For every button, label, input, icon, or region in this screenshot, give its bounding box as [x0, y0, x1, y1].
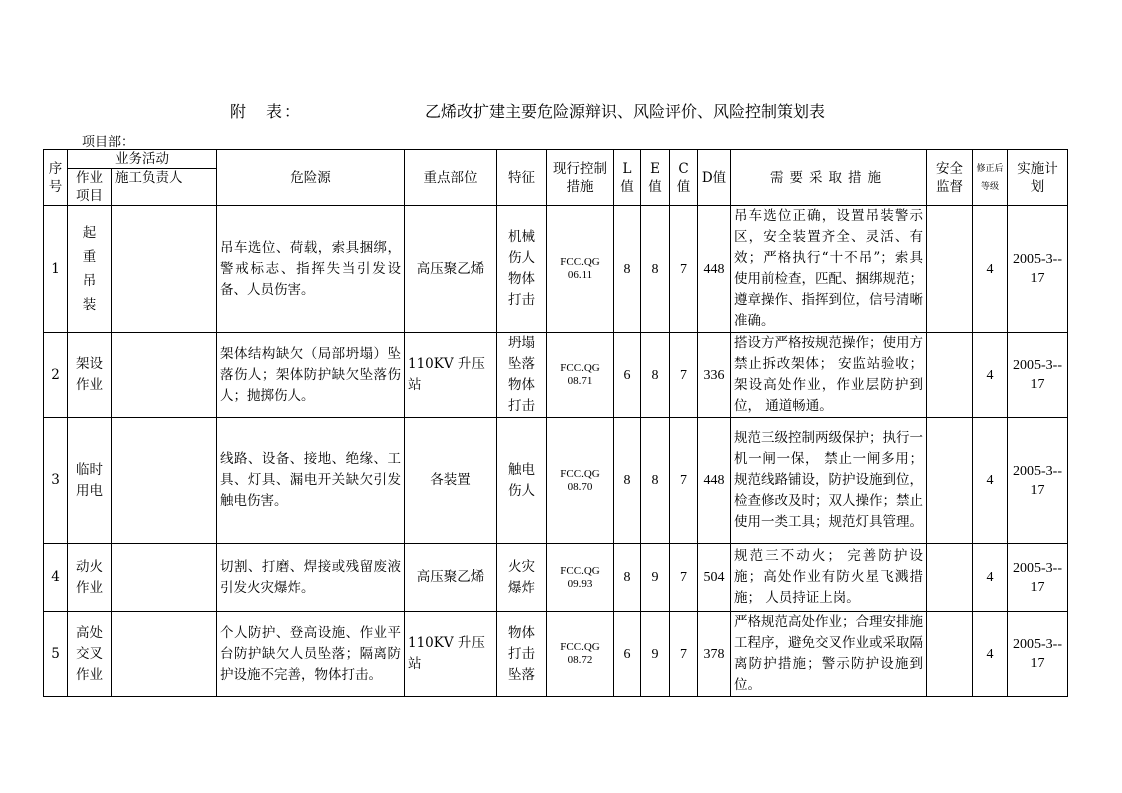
row-hazard: 架体结构缺欠（局部坍塌）坠落伤人；架体防护缺欠坠落伤人；抛掷伤人。 [217, 333, 405, 418]
row-location: 各装置 [405, 418, 497, 544]
row-e: 9 [641, 612, 670, 697]
row-e: 9 [641, 544, 670, 612]
row-person [112, 333, 217, 418]
row-feature: 物体打击坠落 [497, 612, 547, 697]
row-location: 110KV 升压站 [405, 333, 497, 418]
row-seq: 3 [44, 418, 68, 544]
row-measures: 规范三级控制两级保护；执行一机一闸一保， 禁止一闸多用；规范线路铺设，防护设施到位，检查修改及时；双人操作；禁止使用一类工具；规范灯具管理。 [731, 418, 927, 544]
row-d: 378 [698, 612, 731, 697]
row-feature: 火灾爆炸 [497, 544, 547, 612]
row-work-item: 起重吊装 [68, 206, 112, 333]
header-feature: 特征 [497, 150, 547, 206]
row-control: FCC.QG 09.93 [547, 544, 614, 612]
row-revised: 4 [973, 206, 1008, 333]
row-l: 6 [614, 333, 641, 418]
header-e: E值 [641, 150, 670, 206]
table-row [44, 544, 1068, 612]
header-revised: 修正后等级 [973, 150, 1008, 206]
row-work-item: 高处交叉作业 [68, 612, 112, 697]
row-revised: 4 [973, 612, 1008, 697]
row-hazard: 线路、设备、接地、绝缘、工具、灯具、漏电开关缺欠引发触电伤害。 [217, 418, 405, 544]
row-plan: 2005-3--17 [1008, 544, 1068, 612]
row-c: 7 [670, 544, 698, 612]
row-revised: 4 [973, 544, 1008, 612]
header-work-item: 作业项目 [68, 169, 112, 206]
row-seq: 2 [44, 333, 68, 418]
row-control: FCC.QG 08.71 [547, 333, 614, 418]
page-title: 乙烯改扩建主要危险源辩识、风险评价、风险控制策划表 [425, 102, 826, 121]
row-revised: 4 [973, 333, 1008, 418]
row-location: 高压聚乙烯 [405, 206, 497, 333]
row-c: 7 [670, 418, 698, 544]
table-row [44, 333, 1068, 418]
row-work-item: 临时用电 [68, 418, 112, 544]
row-supervision [927, 612, 973, 697]
table-row [44, 612, 1068, 697]
project-label: 项目部： [82, 135, 135, 150]
row-plan: 2005-3--17 [1008, 333, 1068, 418]
row-seq: 5 [44, 612, 68, 697]
row-seq: 4 [44, 544, 68, 612]
row-e: 8 [641, 206, 670, 333]
row-control: FCC.QG 06.11 [547, 206, 614, 333]
row-control: FCC.QG 08.70 [547, 418, 614, 544]
row-e: 8 [641, 333, 670, 418]
row-location: 110KV 升压站 [405, 612, 497, 697]
row-c: 7 [670, 206, 698, 333]
row-d: 448 [698, 418, 731, 544]
table-row [44, 418, 1068, 544]
row-supervision [927, 206, 973, 333]
row-person [112, 206, 217, 333]
title-prefix: 附 表： [230, 102, 303, 121]
row-measures: 吊车选位正确，设置吊装警示区，安全装置齐全、灵活、有效；严格执行“十不吊”；索具使用前检查，匹配、捆绑规范；遵章操作、指挥到位，信号清晰准确。 [731, 206, 927, 333]
row-plan: 2005-3--17 [1008, 206, 1068, 333]
row-person [112, 544, 217, 612]
header-supervision: 安全监督 [927, 150, 973, 206]
table-row [44, 206, 1068, 333]
row-seq: 1 [44, 206, 68, 333]
row-location: 高压聚乙烯 [405, 544, 497, 612]
row-control: FCC.QG 08.72 [547, 612, 614, 697]
row-measures: 搭设方严格按规范操作；使用方禁止拆改架体； 安监站验收；架设高处作业，作业层防护到位， 通道畅通。 [731, 333, 927, 418]
row-c: 7 [670, 333, 698, 418]
row-work-item: 动火作业 [68, 544, 112, 612]
row-d: 448 [698, 206, 731, 333]
row-feature: 坍塌坠落物体打击 [497, 333, 547, 418]
header-l: L值 [614, 150, 641, 206]
row-l: 8 [614, 206, 641, 333]
header-seq: 序号 [44, 150, 68, 206]
row-measures: 严格规范高处作业；合理安排施工程序，避免交叉作业或采取隔离防护措施；警示防护设施到位。 [731, 612, 927, 697]
row-feature: 触电伤人 [497, 418, 547, 544]
row-person [112, 612, 217, 697]
row-hazard: 切割、打磨、焊接或残留废液引发火灾爆炸。 [217, 544, 405, 612]
row-measures: 规范三不动火； 完善防护设施；高处作业有防火星飞溅措施； 人员持证上岗。 [731, 544, 927, 612]
row-supervision [927, 544, 973, 612]
row-hazard: 个人防护、登高设施、作业平台防护缺欠人员坠落；隔离防护设施不完善，物体打击。 [217, 612, 405, 697]
header-person: 施工负责人 [112, 169, 217, 206]
row-c: 7 [670, 612, 698, 697]
row-plan: 2005-3--17 [1008, 612, 1068, 697]
row-hazard: 吊车选位、荷载，索具捆绑，警戒标志、指挥失当引发设备、人员伤害。 [217, 206, 405, 333]
row-d: 336 [698, 333, 731, 418]
row-person [112, 418, 217, 544]
row-revised: 4 [973, 418, 1008, 544]
row-work-item: 架设作业 [68, 333, 112, 418]
header-control: 现行控制措施 [547, 150, 614, 206]
row-e: 8 [641, 418, 670, 544]
row-plan: 2005-3--17 [1008, 418, 1068, 544]
header-d: D值 [698, 150, 731, 206]
row-l: 8 [614, 418, 641, 544]
row-supervision [927, 333, 973, 418]
header-measures: 需要采取措施 [731, 150, 927, 206]
header-location: 重点部位 [405, 150, 497, 206]
header-c: C值 [670, 150, 698, 206]
row-l: 6 [614, 612, 641, 697]
header-hazard: 危险源 [217, 150, 405, 206]
row-supervision [927, 418, 973, 544]
row-d: 504 [698, 544, 731, 612]
risk-table [43, 149, 1068, 697]
header-activity: 业务活动 [68, 150, 217, 169]
header-plan: 实施计划 [1008, 150, 1068, 206]
row-l: 8 [614, 544, 641, 612]
row-feature: 机械伤人物体打击 [497, 206, 547, 333]
